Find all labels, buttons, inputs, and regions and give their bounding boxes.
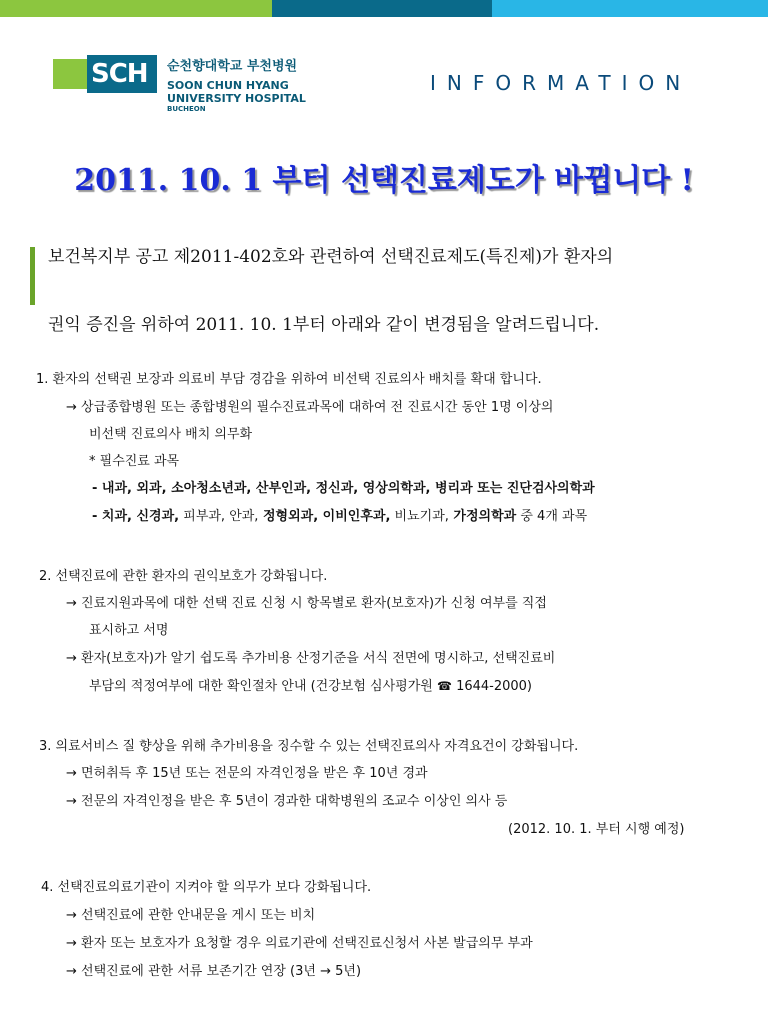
list-2-part-d: 비뇨기과, [390,509,449,524]
section-2-line-4 [89,675,532,694]
intro-accent-bar [30,247,35,305]
section-2-heading: 2. 선택진료에 관한 환자의 권익보호가 강화됩니다. [39,569,328,584]
bar-teal [272,0,492,17]
section-3-effective-date: (2012. 10. 1. 부터 시행 예정) [508,822,685,837]
section-1-required-list-1: - 내과, 외과, 소아청소년과, 산부인과, 정신과, 영상의학과, 병리과 또는 진단검사의학과 [92,481,595,496]
section-3-heading: 3. 의료서비스 질 향상을 위해 추가비용을 징수할 수 있는 선택진료의사 자격요건이 강화됩니다. [39,739,579,754]
list-2-part-c: 정형외과, 이비인후과, [258,509,391,524]
bar-blue [492,0,768,17]
bar-green [0,0,272,17]
section-4-line-3: → 선택진료에 관한 서류 보존기간 연장 (3년 → 5년) [66,964,362,979]
list-2-part-f: 중 4개 과목 [516,509,588,524]
logo-name-en1: SOON CHUN HYANG [167,79,289,92]
section-4-heading: 4. 선택진료의료기관이 지켜야 할 의무가 보다 강화됩니다. [41,880,372,895]
intro-line-2: 권익 증진을 위하여 2011. 10. 1부터 아래와 같이 변경됨을 알려드립니다. [48,315,600,335]
section-2-line-2: 표시하고 서명 [89,623,169,638]
section-3-line-2: → 전문의 자격인정을 받은 후 5년이 경과한 대학병원의 조교수 이상인 의사 등 [66,794,508,809]
section-2-line-3: → 환자(보호자)가 알기 쉽도록 추가비용 산정기준을 서식 전면에 명시하고, 선택진료비 [66,651,556,666]
page-title: 2011. 10. 1 부터 선택진료제도가 바뀝니다 ! [74,163,694,198]
information-heading: INFORMATION [430,71,692,95]
logo-name-en2: UNIVERSITY HOSPITAL [167,92,306,105]
phone-number: 1644-2000) [456,679,532,694]
section-1-heading: 1. 환자의 선택권 보장과 의료비 부담 경감을 위하여 비선택 진료의사 배치를 확대 합니다. [36,372,542,387]
section-1-line-1: → 상급종합병원 또는 종합병원의 필수진료과목에 대하여 전 진료시간 동안 1명 이상의 [66,400,554,415]
section-1-line-2: 비선택 진료의사 배치 의무화 [89,427,253,442]
list-2-part-b: 피부과, 안과, [179,509,259,524]
top-color-bar [0,0,768,17]
phone-icon: ☎ [436,679,452,693]
list-2-part-e: 가정의학과 [448,509,517,524]
logo-text [167,55,306,113]
logo-name-en3: BUCHEON [167,105,206,113]
logo-name-ko: 순천향대학교 부천병원 [167,59,298,74]
section-3-line-1: → 면허취득 후 15년 또는 전문의 자격인정을 받은 후 10년 경과 [66,766,428,781]
section-2-line-4-text: 부담의 적정여부에 대한 확인절차 안내 (건강보험 심사평가원 [89,679,433,694]
section-4-line-1: → 선택진료에 관한 안내문을 게시 또는 비치 [66,908,316,923]
list-2-part-a: - 치과, 신경과, [92,509,180,524]
hospital-logo [53,55,306,117]
section-2-line-1: → 진료지원과목에 대한 선택 진료 신청 시 항목별로 환자(보호자)가 신청 여부를 직접 [66,596,547,611]
logo-mark-text: SCH [91,59,148,89]
sch-logo-mark [53,55,157,93]
section-4-line-2: → 환자 또는 보호자가 요청할 경우 의료기관에 선택진료신청서 사본 발급의무 부과 [66,936,533,951]
section-1-line-3: * 필수진료 과목 [89,454,180,469]
section-1-required-list-2 [92,505,587,524]
intro-line-1: 보건복지부 공고 제2011-402호와 관련하여 선택진료제도(특진제)가 환자의 [48,247,614,267]
